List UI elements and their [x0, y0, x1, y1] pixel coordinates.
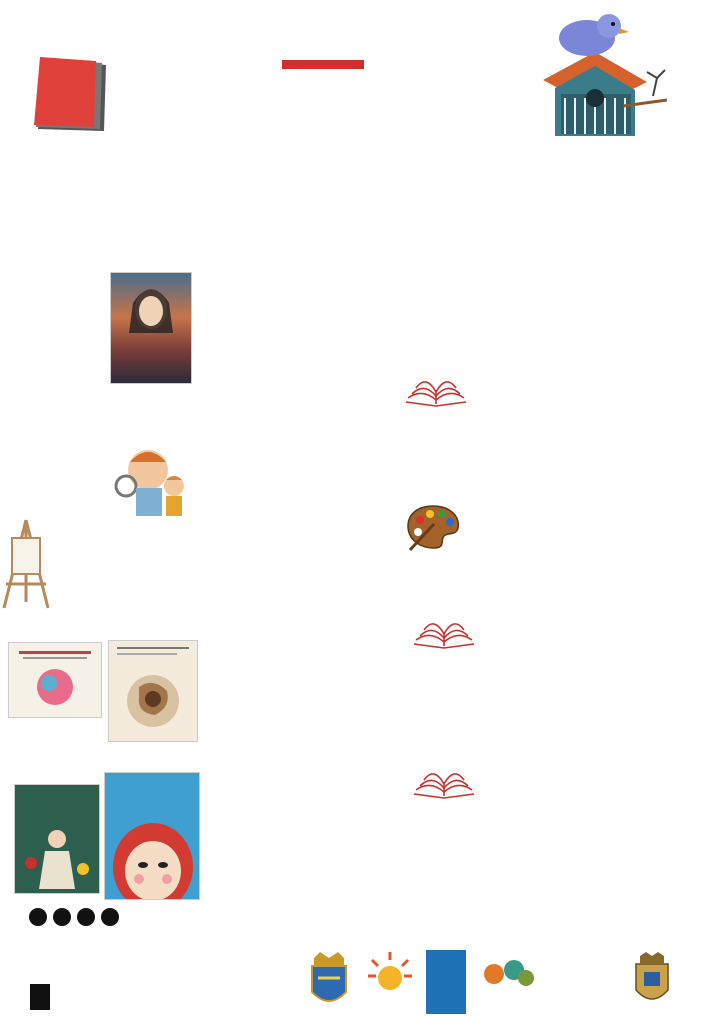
lavagna-crest-icon — [306, 952, 352, 1012]
easel-icon — [0, 518, 54, 610]
municipal-crest-icon — [628, 952, 676, 1010]
nati-per-leggere-logo — [426, 950, 466, 1014]
book-cover-topino-angelino — [108, 408, 198, 518]
birdhouse-illustration — [535, 8, 675, 146]
open-book-icon — [412, 760, 476, 800]
book-cover-adianto-1 — [8, 642, 102, 718]
open-book-icon — [412, 612, 476, 650]
cepell-logo-icon — [34, 55, 114, 135]
libringioco-logo — [476, 956, 540, 1008]
book-cover-donne-senza-paura — [110, 272, 192, 384]
mic-logo-icon — [30, 984, 50, 1010]
maggio-dei-libri-logo — [282, 60, 364, 136]
book-cover-matrioska — [104, 772, 200, 900]
topino-cover-title — [108, 403, 198, 412]
bibliook-logo — [556, 970, 616, 1000]
open-book-icon — [404, 368, 468, 408]
dots-decoration — [28, 906, 120, 928]
palette-icon — [404, 502, 462, 552]
arciragazzi-logo — [362, 950, 418, 1016]
book-cover-adianto-2 — [108, 640, 198, 742]
book-cover-dolores — [14, 784, 100, 894]
